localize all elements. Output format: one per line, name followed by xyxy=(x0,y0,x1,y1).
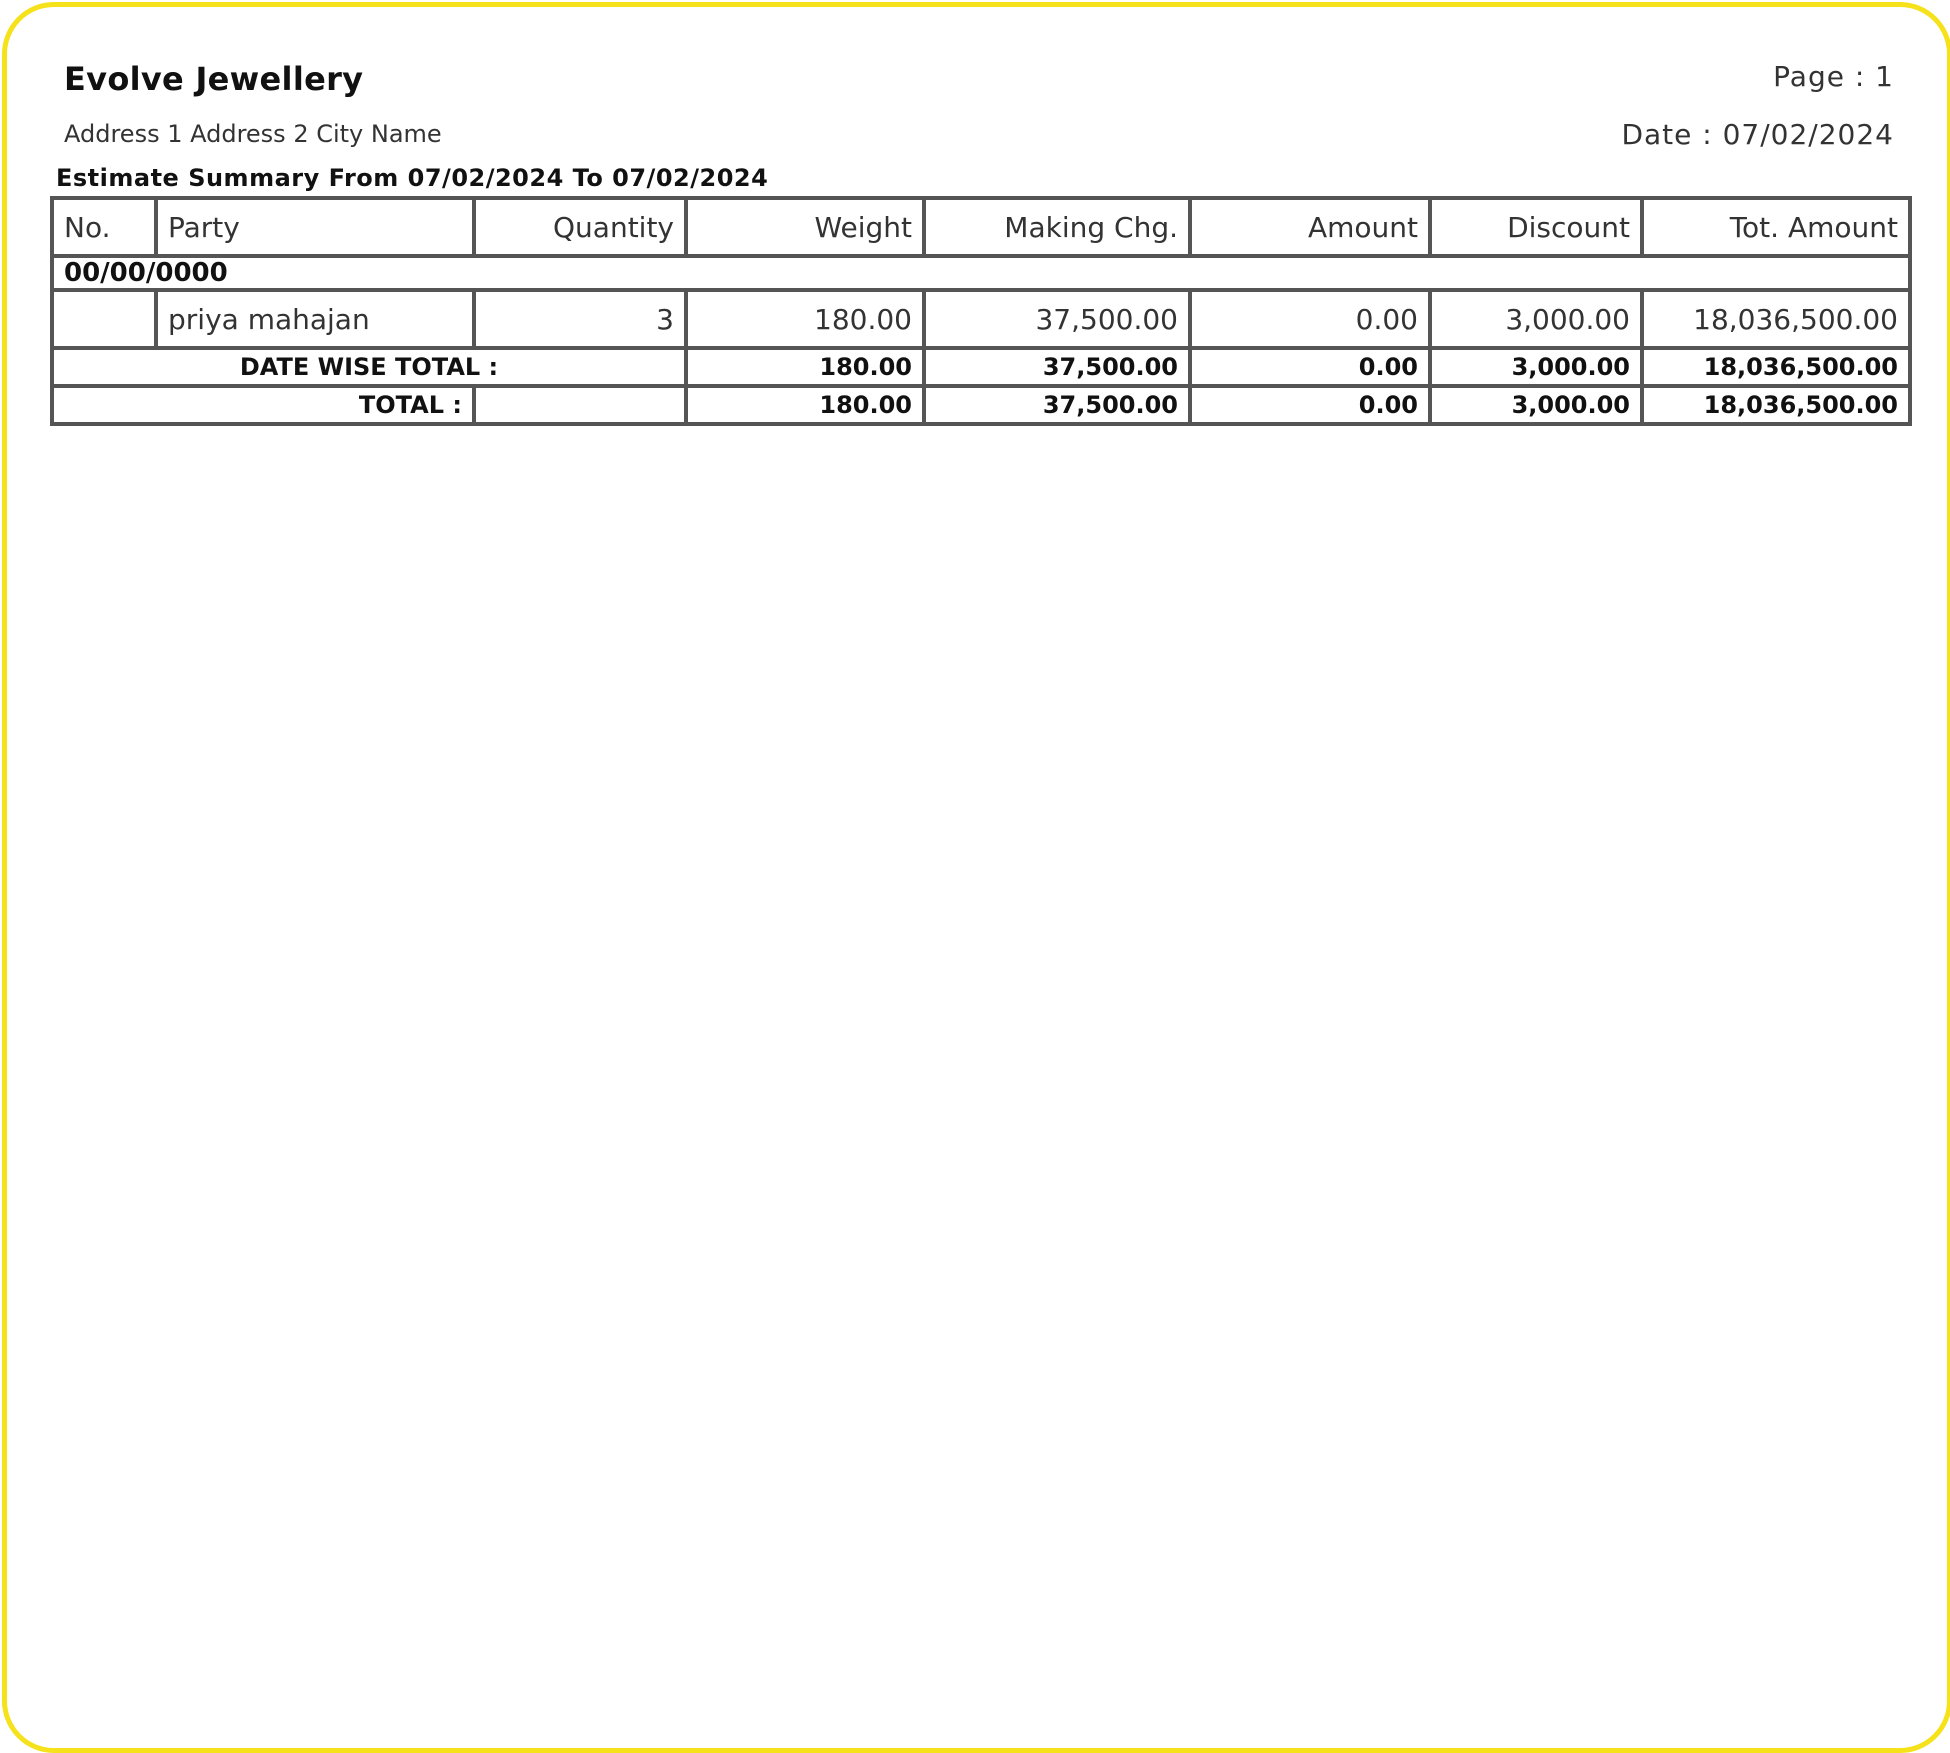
group-date-row xyxy=(52,256,1910,290)
date-wise-total-making-charge: 37,500.00 xyxy=(924,348,1190,386)
report-title: Estimate Summary From 07/02/2024 To 07/02/2024 xyxy=(56,164,769,192)
grand-total-discount: 3,000.00 xyxy=(1430,386,1642,424)
date-wise-total-label: DATE WISE TOTAL : xyxy=(52,348,686,386)
estimate-summary-table xyxy=(50,196,1912,426)
company-name: Evolve Jewellery xyxy=(64,60,364,98)
grand-total-amount: 0.00 xyxy=(1190,386,1430,424)
cell-weight: 180.00 xyxy=(686,290,924,348)
date-wise-total-weight: 180.00 xyxy=(686,348,924,386)
cell-party: priya mahajan xyxy=(156,290,474,348)
grand-total-quantity xyxy=(474,386,686,424)
table-header-row xyxy=(52,198,1910,256)
group-date: 00/00/0000 xyxy=(52,256,1910,290)
column-header-no: No. xyxy=(52,198,156,256)
grand-total-row xyxy=(52,386,1910,424)
date-wise-total-discount: 3,000.00 xyxy=(1430,348,1642,386)
cell-amount: 0.00 xyxy=(1190,290,1430,348)
grand-total-weight: 180.00 xyxy=(686,386,924,424)
company-address: Address 1 Address 2 City Name xyxy=(64,120,442,148)
date-wise-total-row xyxy=(52,348,1910,386)
grand-total-tot-amount: 18,036,500.00 xyxy=(1642,386,1910,424)
cell-quantity: 3 xyxy=(474,290,686,348)
date-wise-total-amount: 0.00 xyxy=(1190,348,1430,386)
date-wise-total-tot-amount: 18,036,500.00 xyxy=(1642,348,1910,386)
column-header-discount: Discount xyxy=(1430,198,1642,256)
grand-total-making-charge: 37,500.00 xyxy=(924,386,1190,424)
cell-discount: 3,000.00 xyxy=(1430,290,1642,348)
column-header-weight: Weight xyxy=(686,198,924,256)
table-row xyxy=(52,290,1910,348)
column-header-making-charge: Making Chg. xyxy=(924,198,1190,256)
column-header-quantity: Quantity xyxy=(474,198,686,256)
page-number: Page : 1 xyxy=(1773,60,1894,93)
cell-total-amount: 18,036,500.00 xyxy=(1642,290,1910,348)
column-header-total-amount: Tot. Amount xyxy=(1642,198,1910,256)
column-header-amount: Amount xyxy=(1190,198,1430,256)
grand-total-label: TOTAL : xyxy=(52,386,474,424)
column-header-party: Party xyxy=(156,198,474,256)
cell-making-charge: 37,500.00 xyxy=(924,290,1190,348)
report-date: Date : 07/02/2024 xyxy=(1621,118,1894,151)
cell-no xyxy=(52,290,156,348)
